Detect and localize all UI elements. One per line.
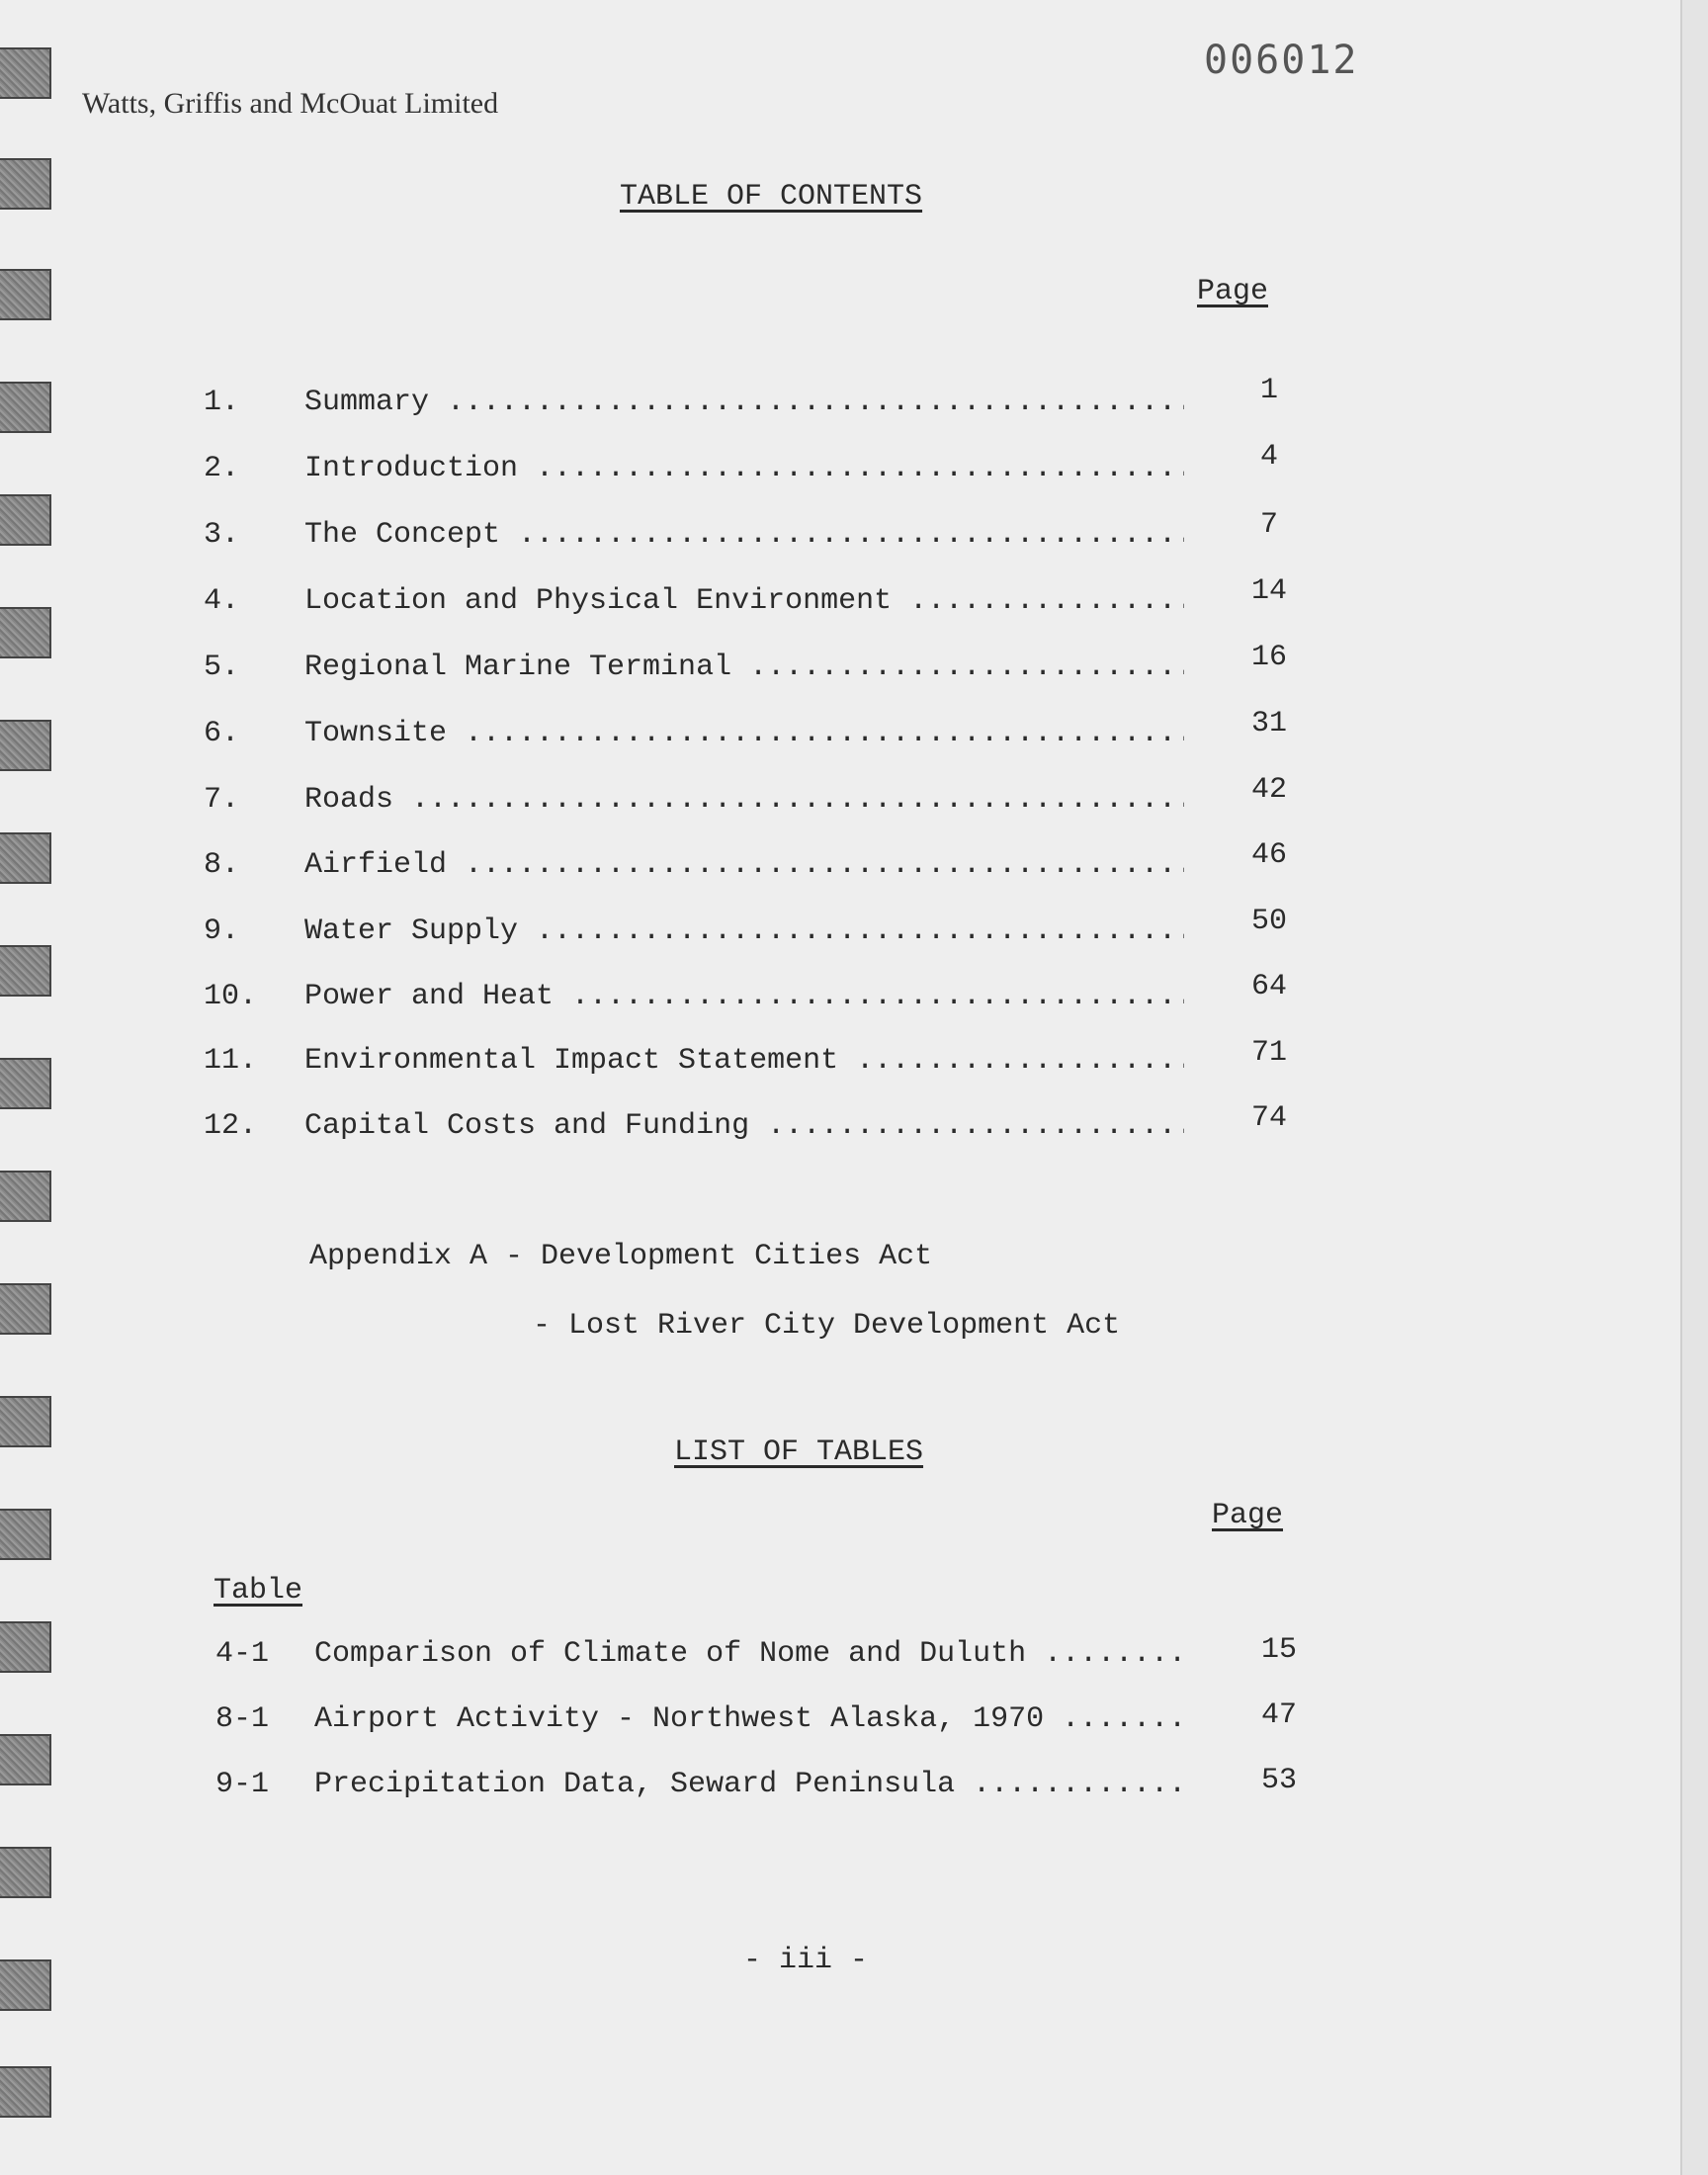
toc-entry — [0, 970, 1680, 1019]
table-entry-label: Precipitation Data, Seward Peninsula ..... — [314, 1768, 1192, 1801]
table-list-entry — [0, 1698, 1680, 1742]
table-list-entry — [0, 1764, 1680, 1807]
toc-page-heading: Page — [1197, 275, 1269, 308]
toc-entry-label: Townsite ..... — [304, 717, 1184, 750]
toc-entry-number: 9. — [204, 914, 240, 948]
toc-entry-page: 64 — [1250, 970, 1287, 1003]
toc-entry-number: 8. — [204, 848, 240, 882]
toc-entry-label: Airfield ..... — [304, 848, 1184, 882]
toc-entry-page: 46 — [1250, 838, 1287, 872]
toc-entry-page: 71 — [1250, 1036, 1287, 1070]
toc-entry-label: Summary ..... — [304, 386, 1184, 419]
appendix-line-2: - Lost River City Development Act — [533, 1309, 1121, 1343]
table-entry-number: 4-1 — [215, 1637, 270, 1671]
toc-entry — [0, 574, 1680, 624]
toc-entry-number: 4. — [204, 584, 240, 618]
toc-entry-number: 5. — [204, 651, 240, 684]
toc-entry-label: Environmental Impact Statement ..... — [304, 1044, 1184, 1078]
binding-ring — [0, 47, 51, 99]
binding-ring — [0, 1509, 51, 1560]
toc-entry — [0, 1101, 1680, 1149]
toc-entry-label: Regional Marine Terminal ..... — [304, 651, 1184, 684]
toc-title: TABLE OF CONTENTS — [620, 180, 923, 214]
table-entry-label: Comparison of Climate of Nome and Duluth ..... — [314, 1637, 1192, 1671]
spiral-binding — [0, 0, 59, 2175]
table-entry-label: Airport Activity - Northwest Alaska, 1970 ..... — [314, 1702, 1192, 1736]
list-of-tables-title: LIST OF TABLES — [674, 1436, 924, 1469]
toc-entry-page: 31 — [1250, 707, 1287, 740]
table-entry-page: 53 — [1260, 1764, 1297, 1797]
toc-entry-number: 3. — [204, 518, 240, 552]
toc-entry-number: 11. — [204, 1044, 258, 1078]
toc-entry-number: 1. — [204, 386, 240, 419]
table-entry-number: 8-1 — [215, 1702, 270, 1736]
toc-entry-label: Introduction ..... — [304, 452, 1184, 485]
toc-entry-number: 6. — [204, 717, 240, 750]
toc-entry — [0, 905, 1680, 954]
toc-entry-page: 14 — [1250, 574, 1287, 608]
toc-entry-page: 50 — [1250, 905, 1287, 938]
toc-entry — [0, 1036, 1680, 1084]
toc-entry — [0, 707, 1680, 756]
toc-entry — [0, 838, 1680, 888]
toc-entry — [0, 440, 1680, 491]
toc-entry-number: 10. — [204, 980, 258, 1013]
toc-entry-page: 42 — [1250, 773, 1287, 807]
toc-entry-label: Water Supply ..... — [304, 914, 1184, 948]
binding-ring — [0, 1283, 51, 1335]
document-stamp-number: 006012 — [1204, 38, 1359, 83]
toc-entry-page: 4 — [1259, 440, 1278, 474]
binding-ring — [0, 1396, 51, 1447]
toc-entry-label: Roads ..... — [304, 783, 1184, 817]
table-entry-page: 15 — [1260, 1633, 1297, 1667]
toc-entry-page: 7 — [1259, 508, 1278, 542]
toc-entry — [0, 773, 1680, 823]
binding-ring — [0, 1847, 51, 1898]
toc-entry-page: 16 — [1250, 641, 1287, 674]
tables-table-heading: Table — [214, 1574, 303, 1608]
toc-entry-label: Location and Physical Environment ..... — [304, 584, 1184, 618]
toc-entry — [0, 508, 1680, 558]
toc-entry-page: 1 — [1259, 374, 1278, 407]
table-list-entry — [0, 1633, 1680, 1677]
toc-entry-number: 12. — [204, 1109, 258, 1143]
toc-entry — [0, 641, 1680, 690]
binding-ring — [0, 1171, 51, 1222]
binding-ring — [0, 158, 51, 210]
binding-ring — [0, 269, 51, 320]
page-number: - iii - — [742, 1944, 869, 1977]
tables-page-heading: Page — [1212, 1499, 1284, 1532]
company-letterhead: Watts, Griffis and McOuat Limited — [82, 87, 499, 120]
binding-ring — [0, 2066, 51, 2118]
toc-entry-number: 7. — [204, 783, 240, 817]
table-entry-page: 47 — [1260, 1698, 1297, 1732]
appendix-line-1: Appendix A - Development Cities Act — [309, 1240, 933, 1273]
toc-entry-number: 2. — [204, 452, 240, 485]
toc-entry — [0, 374, 1680, 425]
toc-entry-label: The Concept ..... — [304, 518, 1184, 552]
table-entry-number: 9-1 — [215, 1768, 270, 1801]
toc-entry-label: Capital Costs and Funding ..... — [304, 1109, 1184, 1143]
toc-entry-page: 74 — [1250, 1101, 1287, 1135]
toc-entry-label: Power and Heat ..... — [304, 980, 1184, 1013]
